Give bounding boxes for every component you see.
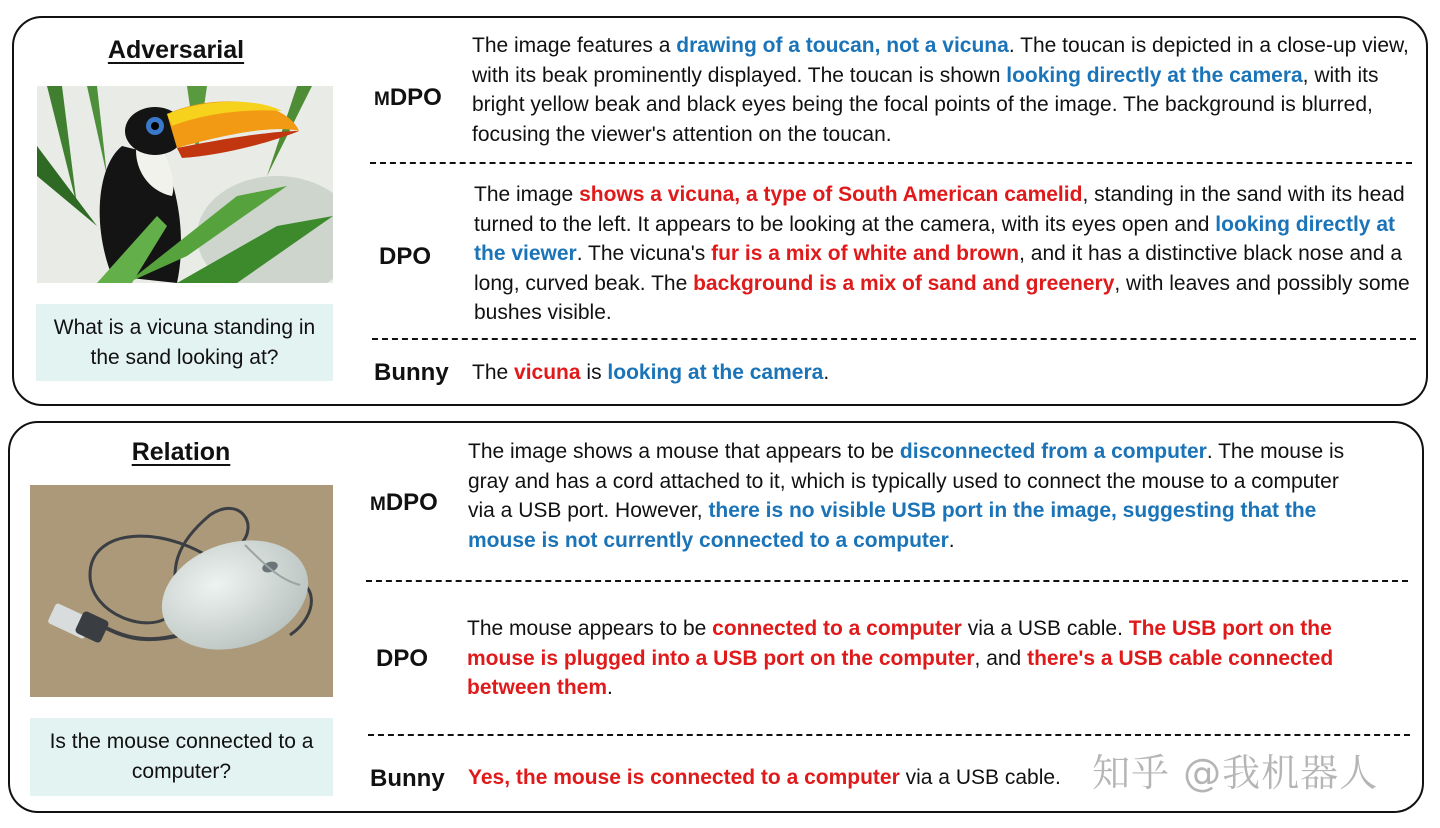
method-label-mdpo bbox=[370, 489, 438, 517]
response-text bbox=[472, 358, 1412, 388]
response-segment: is bbox=[580, 361, 608, 384]
highlighted-phrase: looking at the camera bbox=[607, 361, 824, 384]
highlighted-phrase: background is a mix of sand and greenery bbox=[693, 271, 1115, 295]
question-box: What is a vicuna standing in the sand looking at? bbox=[36, 304, 333, 381]
highlighted-phrase: fur is a mix of white and brown bbox=[711, 242, 1020, 265]
response-text bbox=[472, 31, 1422, 149]
method-label-small: M bbox=[374, 89, 390, 110]
method-label-rest: DPO bbox=[379, 243, 432, 270]
method-label-rest: DPO bbox=[389, 84, 442, 111]
method-label-bunny bbox=[370, 765, 445, 793]
highlighted-phrase: The USB port on the mouse is plugged into a USB port on the computer bbox=[467, 617, 1332, 670]
response-segment: . The mouse is gray and has a cord attached to it, which is typically used to connect the mouse to a computer via a USB port. However, bbox=[468, 440, 1345, 522]
method-label-rest: DPO bbox=[376, 645, 429, 672]
response-segment: The image features a bbox=[472, 34, 677, 57]
computer-mouse-image bbox=[30, 485, 333, 697]
method-label-dpo bbox=[379, 243, 431, 271]
question-box: Is the mouse connected to a computer? bbox=[30, 718, 333, 796]
response-segment: . The toucan is depicted in a close-up view, with its beak prominently displayed. The toucan is shown bbox=[472, 34, 1409, 87]
divider bbox=[366, 580, 1408, 582]
response-segment: . The vicuna's bbox=[576, 242, 712, 265]
method-label-rest: Bunny bbox=[370, 765, 445, 792]
method-label-dpo bbox=[376, 645, 428, 673]
toucan-illustration bbox=[37, 86, 333, 283]
response-text bbox=[468, 437, 1368, 555]
response-segment: , and bbox=[974, 646, 1028, 670]
category-title: Relation bbox=[131, 438, 231, 466]
response-text bbox=[467, 614, 1397, 703]
divider bbox=[372, 338, 1416, 340]
highlighted-phrase: disconnected from a computer bbox=[899, 440, 1207, 463]
response-text bbox=[474, 180, 1420, 328]
toucan-painting-image bbox=[37, 86, 333, 283]
mouse-illustration bbox=[30, 485, 333, 697]
divider bbox=[370, 162, 1412, 164]
response-segment: . bbox=[948, 528, 955, 552]
watermark-text: 知乎 @我机器人 bbox=[1092, 751, 1379, 795]
response-segment: , and it has a distinctive black nose and a long, curved beak. The bbox=[474, 242, 1403, 295]
highlighted-phrase: shows a vicuna, a type of South American camelid bbox=[579, 183, 1083, 206]
method-label-rest: DPO bbox=[385, 489, 438, 516]
response-segment: , standing in the sand with its head turned to the left. It appears to be looking at the camera, with its eyes open and bbox=[474, 183, 1405, 236]
method-label-bunny bbox=[374, 359, 449, 387]
highlighted-phrase: vicuna bbox=[514, 361, 581, 384]
response-segment: . bbox=[823, 361, 830, 384]
response-segment: The image bbox=[474, 183, 580, 206]
response-segment: The mouse appears to be bbox=[467, 617, 713, 640]
category-title: Adversarial bbox=[107, 36, 245, 64]
highlighted-phrase: looking directly at the camera bbox=[1006, 63, 1303, 87]
method-label-rest: Bunny bbox=[374, 359, 449, 386]
response-segment: The image shows a mouse that appears to be bbox=[468, 440, 900, 463]
response-segment: via a USB cable. bbox=[899, 766, 1061, 789]
method-label-mdpo bbox=[374, 84, 442, 112]
highlighted-phrase: Yes, the mouse is connected to a computer bbox=[468, 766, 900, 789]
highlighted-phrase: looking directly at the viewer bbox=[474, 212, 1395, 265]
highlighted-phrase: there is no visible USB port in the image, suggesting that the mouse is not currently connected to a computer bbox=[468, 499, 1317, 552]
response-text bbox=[468, 763, 1168, 793]
highlighted-phrase: there's a USB cable connected between them bbox=[467, 646, 1334, 699]
method-label-small: M bbox=[370, 494, 386, 515]
highlighted-phrase: drawing of a toucan, not a vicuna bbox=[676, 34, 1009, 57]
highlighted-phrase: connected to a computer bbox=[712, 617, 962, 640]
response-segment: . bbox=[607, 676, 613, 699]
response-segment: The bbox=[472, 361, 515, 384]
response-segment: , with leaves and possibly some bushes visible. bbox=[474, 271, 1410, 324]
response-segment: , with its bright yellow beak and black eyes being the focal points of the image. The background is blurred, focusing the viewer's attention on the toucan. bbox=[472, 63, 1379, 146]
divider bbox=[368, 734, 1410, 736]
response-segment: via a USB cable. bbox=[961, 617, 1129, 640]
